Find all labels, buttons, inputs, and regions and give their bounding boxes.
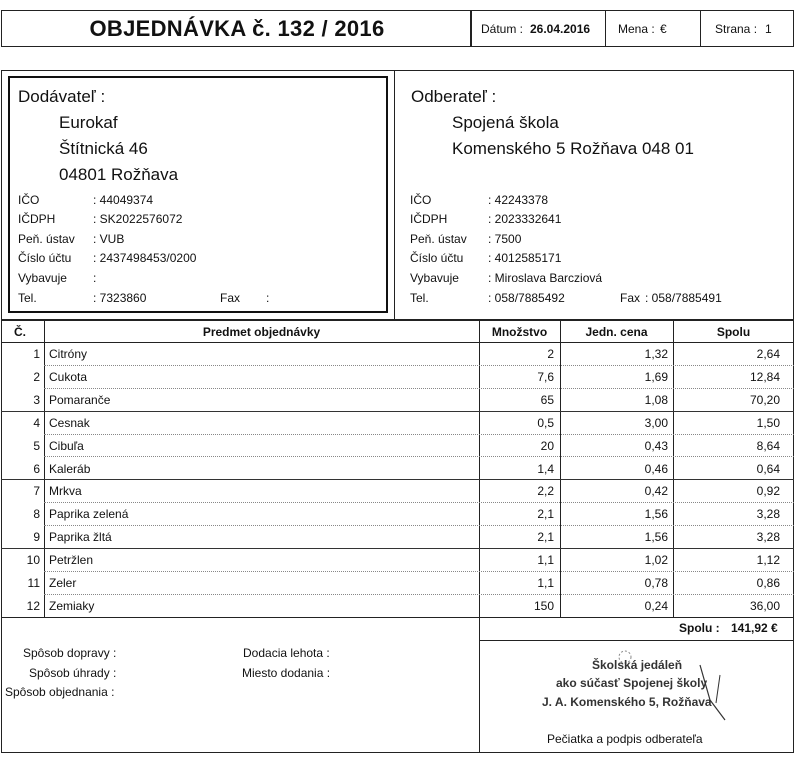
row-total: 8,64 — [756, 438, 780, 453]
table-row — [0, 343, 800, 366]
row-item: Paprika zelená — [49, 507, 129, 522]
row-total: 1,50 — [756, 415, 780, 430]
delivery-place-label: Miesto dodania : — [242, 666, 331, 680]
row-total: 3,28 — [756, 507, 780, 522]
customer-address: Komenského 5 Rožňava 048 01 — [452, 139, 694, 158]
supplier-icdph-label: IČDPH — [18, 212, 56, 226]
document-title: OBJEDNÁVKA č. 132 / 2016 — [89, 16, 385, 41]
row-item: Cukota — [49, 369, 88, 384]
row-total: 3,28 — [756, 530, 780, 545]
row-unit-price: 1,69 — [644, 369, 668, 384]
row-total: 0,92 — [756, 484, 780, 499]
table-row — [0, 366, 800, 389]
row-quantity: 1,1 — [537, 553, 554, 568]
currency-label: Mena : — [618, 22, 655, 36]
row-quantity: 2,1 — [537, 530, 554, 545]
supplier-account-label: Číslo účtu — [18, 251, 72, 265]
row-quantity: 2 — [547, 347, 554, 361]
order-method-label: Spôsob objednania : — [5, 685, 115, 699]
table-row — [0, 595, 800, 618]
row-unit-price: 1,56 — [644, 530, 668, 545]
row-unit-price: 1,32 — [644, 347, 668, 361]
row-number: 4 — [33, 415, 40, 430]
row-item: Paprika žltá — [49, 530, 112, 545]
row-item: Zemiaky — [49, 598, 95, 613]
supplier-icdph: : SK2022576072 — [93, 212, 183, 226]
row-quantity: 2,1 — [537, 507, 554, 522]
header-title-box — [1, 10, 471, 47]
currency-value: € — [660, 22, 667, 36]
supplier-street: Štítnická 46 — [59, 139, 148, 158]
customer-ico-label: IČO — [410, 193, 432, 207]
row-quantity: 2,2 — [537, 484, 554, 499]
supplier-tel: : 7323860 — [93, 291, 147, 305]
row-item: Petržlen — [49, 553, 94, 568]
customer-account-label: Číslo účtu — [410, 251, 464, 265]
row-total: 70,20 — [749, 392, 780, 407]
row-item: Mrkva — [49, 484, 82, 499]
row-total: 0,86 — [756, 576, 780, 590]
supplier-heading: Dodávateľ : — [18, 87, 106, 106]
row-total: 36,00 — [749, 598, 780, 613]
row-unit-price: 1,08 — [644, 392, 668, 407]
customer-bank: : 7500 — [488, 232, 522, 246]
currency-box — [605, 10, 701, 47]
customer-bank-label: Peň. ústav — [410, 232, 467, 246]
customer-tel: : 058/7885492 — [488, 291, 565, 305]
supplier-handler-label: Vybavuje — [18, 271, 67, 285]
signature-label: Pečiatka a podpis odberateľa — [547, 732, 703, 746]
row-number: 8 — [33, 507, 40, 522]
supplier-handler: : — [93, 271, 97, 285]
row-item: Cibuľa — [49, 438, 84, 453]
parties-divider — [394, 70, 395, 320]
customer-icdph: : 2023332641 — [488, 212, 562, 226]
supplier-fax-label: Fax — [220, 291, 241, 305]
stamp-line-2: ako súčasť Spojenej školy — [556, 676, 708, 690]
delivery-method-label: Spôsob dopravy : — [23, 646, 117, 660]
row-unit-price: 3,00 — [644, 415, 668, 430]
row-number: 9 — [33, 530, 40, 545]
page-box — [700, 10, 794, 47]
row-number: 12 — [26, 598, 40, 613]
table-row — [0, 412, 800, 435]
header-unit-price: Jedn. cena — [585, 325, 648, 339]
supplier-bank: : VUB — [93, 232, 125, 246]
row-unit-price: 0,43 — [644, 438, 668, 453]
table-row — [0, 458, 800, 481]
row-number: 7 — [33, 484, 40, 499]
supplier-account: : 2437498453/0200 — [93, 251, 197, 265]
row-quantity: 1,1 — [537, 576, 554, 590]
row-unit-price: 0,42 — [644, 484, 668, 499]
row-total: 2,64 — [756, 347, 780, 361]
date-value: 26.04.2016 — [530, 22, 591, 36]
customer-account: : 4012585171 — [488, 251, 562, 265]
row-unit-price: 0,24 — [644, 598, 668, 613]
row-item: Cesnak — [49, 415, 90, 430]
row-number: 6 — [33, 461, 40, 476]
row-unit-price: 0,46 — [644, 461, 668, 476]
row-total: 0,64 — [756, 461, 780, 476]
footer-divider — [479, 617, 480, 753]
total-label: Spolu : — [679, 621, 720, 635]
row-total: 1,12 — [756, 553, 780, 568]
supplier-ico-label: IČO — [18, 193, 40, 207]
date-box — [471, 10, 606, 47]
supplier-bank-label: Peň. ústav — [18, 232, 75, 246]
stamp-line-1: Školská jedáleň — [592, 658, 683, 672]
row-unit-price: 0,78 — [644, 576, 668, 590]
payment-method-label: Spôsob úhrady : — [29, 666, 117, 680]
row-item: Zeler — [49, 576, 77, 590]
customer-icdph-label: IČDPH — [410, 212, 448, 226]
row-unit-price: 1,56 — [644, 507, 668, 522]
header-total: Spolu — [716, 325, 751, 339]
table-row — [0, 435, 800, 458]
row-number: 11 — [27, 576, 40, 590]
page-label: Strana : — [715, 22, 758, 36]
total-underline — [479, 640, 794, 641]
stamp-line-3: J. A. Komenského 5, Rožňava — [542, 695, 712, 709]
row-number: 10 — [26, 553, 40, 568]
row-quantity: 7,6 — [537, 369, 554, 384]
customer-handler: : Miroslava Barcziová — [488, 271, 603, 285]
row-number: 5 — [33, 438, 40, 453]
row-quantity: 20 — [540, 438, 554, 453]
row-item: Kaleráb — [49, 461, 91, 476]
customer-name: Spojená škola — [452, 113, 559, 132]
header-item: Predmet objednávky — [202, 325, 321, 339]
header-quantity: Množstvo — [491, 325, 548, 339]
row-quantity: 65 — [540, 392, 554, 407]
table-row — [0, 389, 800, 412]
table-row — [0, 480, 800, 503]
row-item: Citróny — [49, 347, 88, 361]
stamp — [520, 645, 790, 725]
row-number: 3 — [33, 392, 40, 407]
supplier-fax: : — [266, 291, 270, 305]
row-number: 2 — [33, 369, 40, 384]
customer-ico: : 42243378 — [488, 193, 549, 207]
row-unit-price: 1,02 — [644, 553, 668, 568]
customer-handler-label: Vybavuje — [410, 271, 459, 285]
total-value: 141,92 € — [731, 621, 778, 635]
supplier-city: 04801 Rožňava — [59, 165, 179, 184]
supplier-tel-label: Tel. — [18, 291, 37, 305]
row-quantity: 1,4 — [537, 461, 554, 476]
customer-fax: : 058/7885491 — [645, 291, 722, 305]
row-total: 12,84 — [749, 369, 780, 384]
customer-fax-label: Fax — [620, 291, 641, 305]
row-quantity: 150 — [533, 598, 554, 613]
table-row — [0, 526, 800, 549]
delivery-term-label: Dodacia lehota : — [243, 646, 330, 660]
customer-heading: Odberateľ : — [411, 87, 497, 106]
table-row — [0, 549, 800, 572]
supplier-name: Eurokaf — [59, 113, 118, 132]
row-item: Pomaranče — [49, 392, 111, 407]
table-row — [0, 572, 800, 595]
customer-tel-label: Tel. — [410, 291, 429, 305]
page-value: 1 — [765, 22, 772, 36]
date-label: Dátum : — [481, 22, 524, 36]
row-number: 1 — [33, 347, 40, 361]
header-number: Č. — [14, 325, 26, 339]
row-quantity: 0,5 — [537, 415, 554, 430]
supplier-ico: : 44049374 — [93, 193, 154, 207]
table-row — [0, 503, 800, 526]
